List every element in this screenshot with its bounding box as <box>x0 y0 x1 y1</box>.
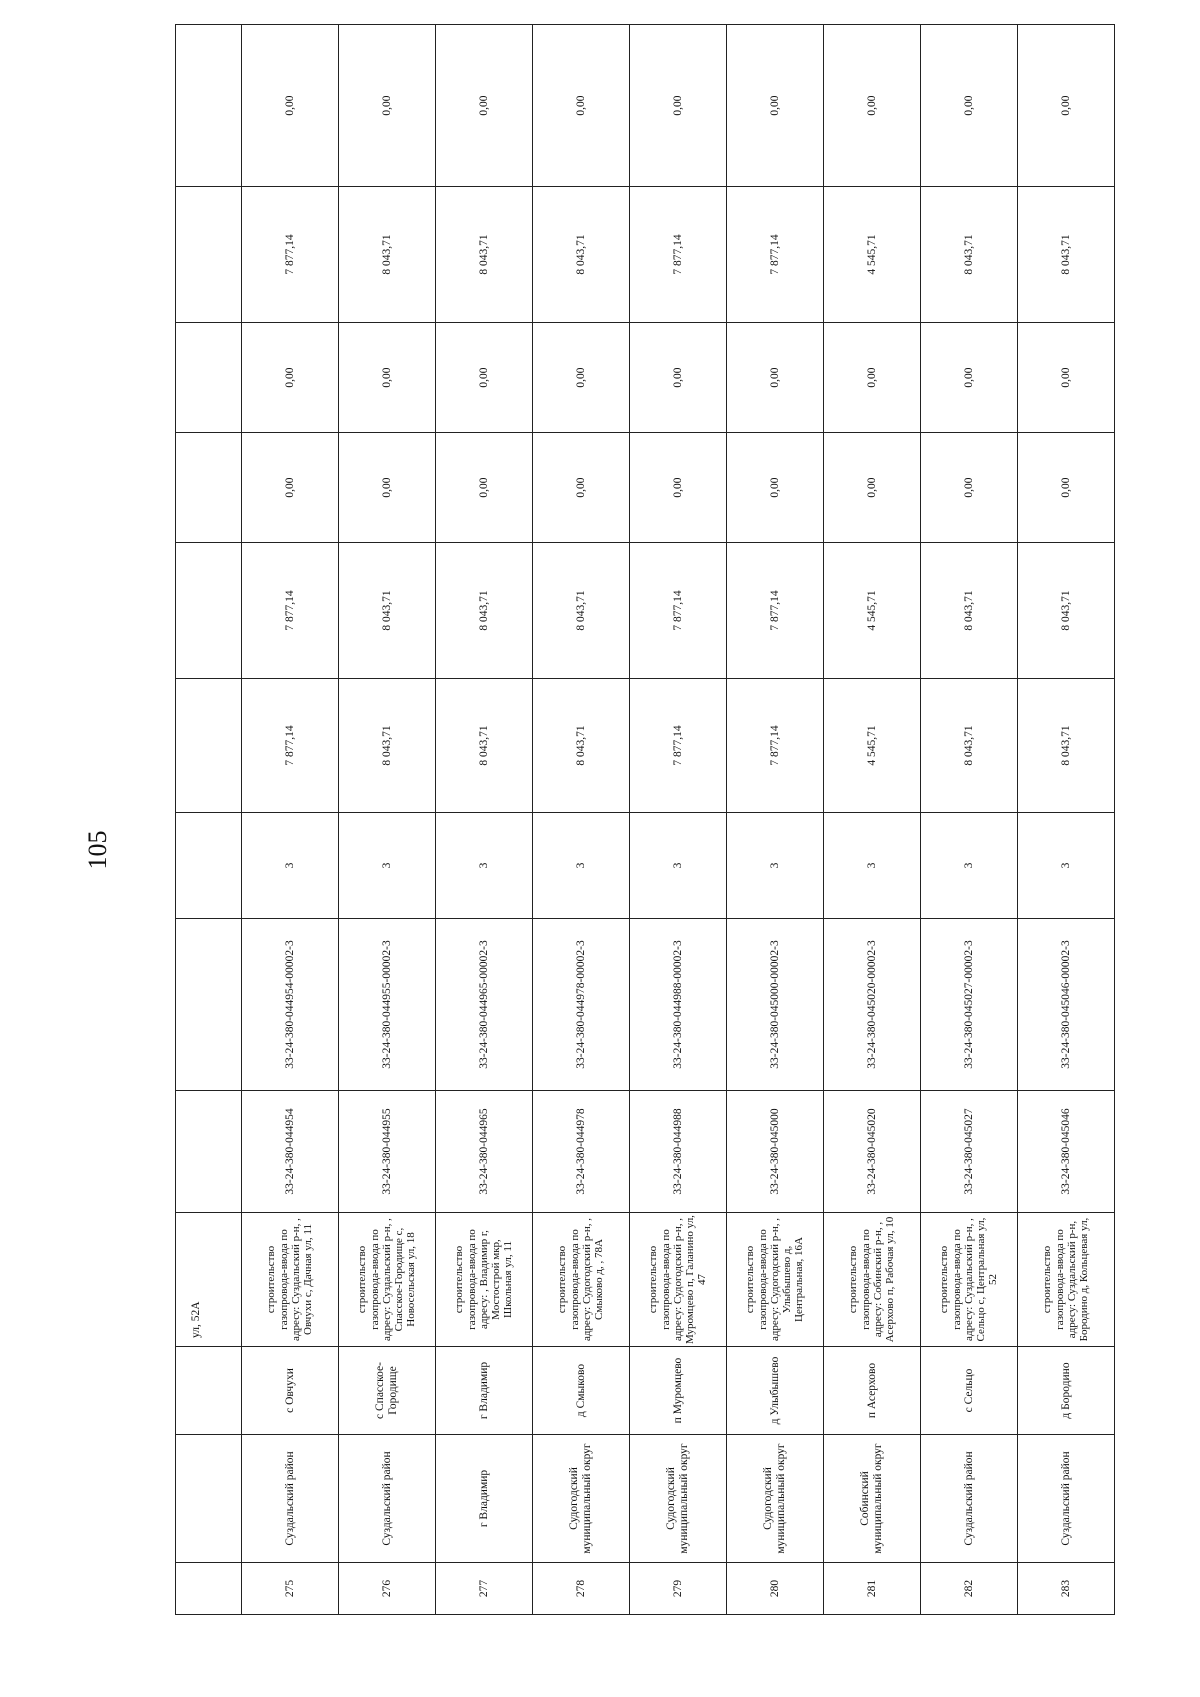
amount-c-cell: 0,00 <box>1018 323 1115 433</box>
category-cell: 3 <box>921 813 1018 919</box>
head-cell-a <box>176 543 242 679</box>
row-number-cell: 282 <box>921 1563 1018 1615</box>
district-cell: Собинский муниципальный округ <box>824 1435 921 1563</box>
total-amount-cell: 4 545,71 <box>824 679 921 813</box>
amount-c-cell: 0,00 <box>727 323 824 433</box>
object-code-cell: 33-24-380-044954-00002-3 <box>242 919 339 1091</box>
object-code-cell: 33-24-380-044965-00002-3 <box>436 919 533 1091</box>
head-cell-e <box>176 25 242 187</box>
amount-a-cell: 8 043,71 <box>339 543 436 679</box>
district-cell: Суздальский район <box>921 1435 1018 1563</box>
page-number: 105 <box>83 830 112 870</box>
amount-b-cell: 0,00 <box>630 433 727 543</box>
settlement-cell: п Асерхово <box>824 1347 921 1435</box>
amount-c-cell: 0,00 <box>533 323 630 433</box>
total-amount-cell: 7 877,14 <box>630 679 727 813</box>
head-cell-object-code <box>176 919 242 1091</box>
row-number-cell: 283 <box>1018 1563 1115 1615</box>
category-cell: 3 <box>242 813 339 919</box>
amount-c-cell: 0,00 <box>921 323 1018 433</box>
amount-d-cell: 8 043,71 <box>921 187 1018 323</box>
table-row <box>1018 25 1115 1615</box>
amount-e-cell: 0,00 <box>824 25 921 187</box>
address-description-cell: строительство газопровода-ввода по адресу: Суздальский р-н, Бородино д, Кольцевая ул, <box>1018 1213 1115 1347</box>
cadastral-number-cell: 33-24-380-044965 <box>436 1091 533 1213</box>
amount-d-cell: 4 545,71 <box>824 187 921 323</box>
head-cell-b <box>176 433 242 543</box>
head-cell-d <box>176 187 242 323</box>
amount-a-cell: 8 043,71 <box>1018 543 1115 679</box>
settlement-cell: п Муромцево <box>630 1347 727 1435</box>
category-cell: 3 <box>727 813 824 919</box>
amount-b-cell: 0,00 <box>921 433 1018 543</box>
table-row <box>436 25 533 1615</box>
cadastral-number-cell: 33-24-380-044955 <box>339 1091 436 1213</box>
row-number-cell: 275 <box>242 1563 339 1615</box>
total-amount-cell: 7 877,14 <box>727 679 824 813</box>
amount-b-cell: 0,00 <box>436 433 533 543</box>
district-cell: Судогодский муниципальный округ <box>727 1435 824 1563</box>
category-cell: 3 <box>533 813 630 919</box>
amount-a-cell: 4 545,71 <box>824 543 921 679</box>
address-description-cell: строительство газопровода-ввода по адресу: Собинский р-н, , Асерхово п, Рабочая ул, 10 <box>824 1213 921 1347</box>
head-cell-c <box>176 323 242 433</box>
total-amount-cell: 7 877,14 <box>242 679 339 813</box>
amount-e-cell: 0,00 <box>727 25 824 187</box>
table-row <box>824 25 921 1615</box>
amount-c-cell: 0,00 <box>242 323 339 433</box>
address-description-cell: строительство газопровода-ввода по адресу: Судогодский р-н, , Смыково д, , 78А <box>533 1213 630 1347</box>
amount-d-cell: 8 043,71 <box>436 187 533 323</box>
category-cell: 3 <box>630 813 727 919</box>
head-cell-number <box>176 1563 242 1615</box>
cadastral-number-cell: 33-24-380-045020 <box>824 1091 921 1213</box>
amount-d-cell: 8 043,71 <box>1018 187 1115 323</box>
cadastral-number-cell: 33-24-380-045027 <box>921 1091 1018 1213</box>
settlement-cell: д Смыково <box>533 1347 630 1435</box>
head-cell-settlement <box>176 1347 242 1435</box>
amount-a-cell: 7 877,14 <box>242 543 339 679</box>
rotated-table-container <box>175 85 1091 1615</box>
gas-connection-table <box>175 24 1115 1615</box>
address-description-cell: строительство газопровода-ввода по адресу: Судогодский р-н, , Улыбышево д, Центральная, 16А <box>727 1213 824 1347</box>
row-number-cell: 276 <box>339 1563 436 1615</box>
table-row <box>533 25 630 1615</box>
address-description-cell: строительство газопровода-ввода по адресу: Судогодский р-н, , Муромцево п, Галанино ул, 47 <box>630 1213 727 1347</box>
amount-d-cell: 7 877,14 <box>242 187 339 323</box>
district-cell: Суздальский район <box>1018 1435 1115 1563</box>
table-row <box>242 25 339 1615</box>
amount-a-cell: 8 043,71 <box>921 543 1018 679</box>
total-amount-cell: 8 043,71 <box>339 679 436 813</box>
amount-e-cell: 0,00 <box>630 25 727 187</box>
settlement-cell: д Улыбышево <box>727 1347 824 1435</box>
amount-b-cell: 0,00 <box>533 433 630 543</box>
row-number-cell: 281 <box>824 1563 921 1615</box>
amount-e-cell: 0,00 <box>921 25 1018 187</box>
row-number-cell: 280 <box>727 1563 824 1615</box>
settlement-cell: с Спасское-Городище <box>339 1347 436 1435</box>
object-code-cell: 33-24-380-044978-00002-3 <box>533 919 630 1091</box>
amount-e-cell: 0,00 <box>436 25 533 187</box>
amount-a-cell: 7 877,14 <box>630 543 727 679</box>
category-cell: 3 <box>824 813 921 919</box>
address-description-cell: строительство газопровода-ввода по адресу: Суздальский р-н, , Сельцо с, Центральная ул, 52 <box>921 1213 1018 1347</box>
district-cell: Судогодский муниципальный округ <box>533 1435 630 1563</box>
row-number-cell: 279 <box>630 1563 727 1615</box>
table-row <box>339 25 436 1615</box>
table-row <box>727 25 824 1615</box>
row-number-cell: 278 <box>533 1563 630 1615</box>
table-area <box>175 85 1091 1615</box>
object-code-cell: 33-24-380-045020-00002-3 <box>824 919 921 1091</box>
amount-b-cell: 0,00 <box>727 433 824 543</box>
head-cell-total <box>176 679 242 813</box>
category-cell: 3 <box>1018 813 1115 919</box>
amount-c-cell: 0,00 <box>824 323 921 433</box>
settlement-cell: с Сельцо <box>921 1347 1018 1435</box>
object-code-cell: 33-24-380-045000-00002-3 <box>727 919 824 1091</box>
amount-e-cell: 0,00 <box>1018 25 1115 187</box>
cadastral-number-cell: 33-24-380-044988 <box>630 1091 727 1213</box>
amount-d-cell: 7 877,14 <box>630 187 727 323</box>
settlement-cell: д Бородино <box>1018 1347 1115 1435</box>
address-description-cell: строительство газопровода-ввода по адресу: Суздальский р-н, , Овчухи с, Дачная ул, 11 <box>242 1213 339 1347</box>
category-cell: 3 <box>436 813 533 919</box>
cadastral-number-cell: 33-24-380-045046 <box>1018 1091 1115 1213</box>
settlement-cell: с Овчухи <box>242 1347 339 1435</box>
amount-b-cell: 0,00 <box>1018 433 1115 543</box>
amount-d-cell: 8 043,71 <box>339 187 436 323</box>
object-code-cell: 33-24-380-045046-00002-3 <box>1018 919 1115 1091</box>
cadastral-number-cell: 33-24-380-044978 <box>533 1091 630 1213</box>
head-cell-cadastral <box>176 1091 242 1213</box>
amount-c-cell: 0,00 <box>630 323 727 433</box>
district-cell: Судогодский муниципальный округ <box>630 1435 727 1563</box>
cadastral-number-cell: 33-24-380-045000 <box>727 1091 824 1213</box>
amount-b-cell: 0,00 <box>824 433 921 543</box>
object-code-cell: 33-24-380-045027-00002-3 <box>921 919 1018 1091</box>
amount-d-cell: 8 043,71 <box>533 187 630 323</box>
continued-address-text: ул, 52А <box>176 1213 242 1347</box>
amount-a-cell: 7 877,14 <box>727 543 824 679</box>
amount-a-cell: 8 043,71 <box>436 543 533 679</box>
total-amount-cell: 8 043,71 <box>436 679 533 813</box>
amount-e-cell: 0,00 <box>339 25 436 187</box>
address-description-cell: строительство газопровода-ввода по адресу: , Владимир г, Мостострой мкр, Школьная ул, 11 <box>436 1213 533 1347</box>
head-cell-district <box>176 1435 242 1563</box>
continuation-row <box>176 25 242 1615</box>
row-number-cell: 277 <box>436 1563 533 1615</box>
amount-b-cell: 0,00 <box>339 433 436 543</box>
total-amount-cell: 8 043,71 <box>1018 679 1115 813</box>
object-code-cell: 33-24-380-044955-00002-3 <box>339 919 436 1091</box>
table-row <box>630 25 727 1615</box>
district-cell: г Владимир <box>436 1435 533 1563</box>
head-cell-category <box>176 813 242 919</box>
settlement-cell: г Владимир <box>436 1347 533 1435</box>
object-code-cell: 33-24-380-044988-00002-3 <box>630 919 727 1091</box>
amount-e-cell: 0,00 <box>242 25 339 187</box>
district-cell: Суздальский район <box>339 1435 436 1563</box>
amount-b-cell: 0,00 <box>242 433 339 543</box>
amount-d-cell: 7 877,14 <box>727 187 824 323</box>
amount-a-cell: 8 043,71 <box>533 543 630 679</box>
amount-c-cell: 0,00 <box>436 323 533 433</box>
total-amount-cell: 8 043,71 <box>533 679 630 813</box>
table-row <box>921 25 1018 1615</box>
category-cell: 3 <box>339 813 436 919</box>
amount-e-cell: 0,00 <box>533 25 630 187</box>
cadastral-number-cell: 33-24-380-044954 <box>242 1091 339 1213</box>
total-amount-cell: 8 043,71 <box>921 679 1018 813</box>
district-cell: Суздальский район <box>242 1435 339 1563</box>
amount-c-cell: 0,00 <box>339 323 436 433</box>
address-description-cell: строительство газопровода-ввода по адресу: Суздальский р-н, , Спасское-Городище с, Новосельская ул, 18 <box>339 1213 436 1347</box>
